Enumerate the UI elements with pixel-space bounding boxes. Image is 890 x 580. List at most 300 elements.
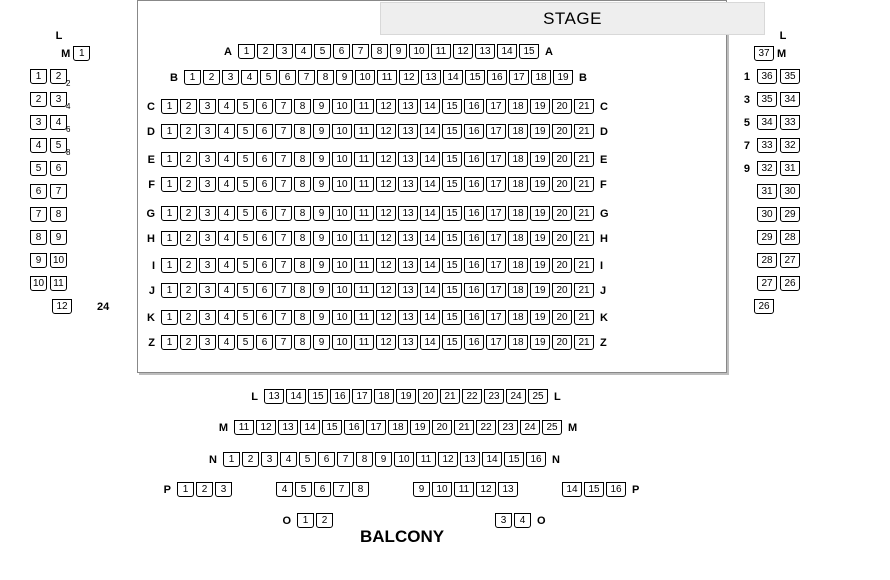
- seat-D-18[interactable]: 18: [508, 124, 528, 139]
- seat-H-1[interactable]: 1: [161, 231, 178, 246]
- seat-B-8[interactable]: 8: [317, 70, 334, 85]
- seat-right-37[interactable]: 37: [754, 46, 774, 61]
- seat-J-12[interactable]: 12: [376, 283, 396, 298]
- seat-right-29[interactable]: 29: [757, 230, 777, 245]
- seat-G-10[interactable]: 10: [332, 206, 352, 221]
- seat-A-1[interactable]: 1: [238, 44, 255, 59]
- seat-H-2[interactable]: 2: [180, 231, 197, 246]
- seat-right-27[interactable]: 27: [757, 276, 777, 291]
- seat-H-19[interactable]: 19: [530, 231, 550, 246]
- seat-I-18[interactable]: 18: [508, 258, 528, 273]
- seat-C-11[interactable]: 11: [354, 99, 374, 114]
- seat-balN-15[interactable]: 15: [504, 452, 524, 467]
- seat-E-3[interactable]: 3: [199, 152, 216, 167]
- seat-balL-25[interactable]: 25: [528, 389, 548, 404]
- seat-D-21[interactable]: 21: [574, 124, 594, 139]
- seat-F-6[interactable]: 6: [256, 177, 273, 192]
- seat-J-1[interactable]: 1: [161, 283, 178, 298]
- seat-K-21[interactable]: 21: [574, 310, 594, 325]
- seat-K-6[interactable]: 6: [256, 310, 273, 325]
- seat-right-32[interactable]: 32: [780, 138, 800, 153]
- seat-balL-21[interactable]: 21: [440, 389, 460, 404]
- seat-K-12[interactable]: 12: [376, 310, 396, 325]
- seat-Z-15[interactable]: 15: [442, 335, 462, 350]
- seat-E-9[interactable]: 9: [313, 152, 330, 167]
- seat-K-19[interactable]: 19: [530, 310, 550, 325]
- seat-G-9[interactable]: 9: [313, 206, 330, 221]
- seat-balM-24[interactable]: 24: [520, 420, 540, 435]
- seat-D-8[interactable]: 8: [294, 124, 311, 139]
- seat-A-13[interactable]: 13: [475, 44, 495, 59]
- seat-balP-12[interactable]: 12: [476, 482, 496, 497]
- seat-balP-16[interactable]: 16: [606, 482, 626, 497]
- seat-Z-10[interactable]: 10: [332, 335, 352, 350]
- seat-left-12[interactable]: 12: [52, 299, 72, 314]
- seat-G-19[interactable]: 19: [530, 206, 550, 221]
- seat-right-28[interactable]: 28: [780, 230, 800, 245]
- seat-E-18[interactable]: 18: [508, 152, 528, 167]
- seat-E-7[interactable]: 7: [275, 152, 292, 167]
- seat-K-14[interactable]: 14: [420, 310, 440, 325]
- seat-balM-18[interactable]: 18: [388, 420, 408, 435]
- seat-F-1[interactable]: 1: [161, 177, 178, 192]
- seat-I-16[interactable]: 16: [464, 258, 484, 273]
- seat-Z-20[interactable]: 20: [552, 335, 572, 350]
- seat-D-4[interactable]: 4: [218, 124, 235, 139]
- seat-K-2[interactable]: 2: [180, 310, 197, 325]
- seat-F-19[interactable]: 19: [530, 177, 550, 192]
- seat-D-19[interactable]: 19: [530, 124, 550, 139]
- seat-right-31[interactable]: 31: [757, 184, 777, 199]
- seat-C-12[interactable]: 12: [376, 99, 396, 114]
- seat-H-5[interactable]: 5: [237, 231, 254, 246]
- seat-H-17[interactable]: 17: [486, 231, 506, 246]
- seat-F-7[interactable]: 7: [275, 177, 292, 192]
- seat-balP-10[interactable]: 10: [432, 482, 452, 497]
- seat-F-10[interactable]: 10: [332, 177, 352, 192]
- seat-J-4[interactable]: 4: [218, 283, 235, 298]
- seat-C-1[interactable]: 1: [161, 99, 178, 114]
- seat-Z-18[interactable]: 18: [508, 335, 528, 350]
- seat-B-14[interactable]: 14: [443, 70, 463, 85]
- seat-Z-2[interactable]: 2: [180, 335, 197, 350]
- seat-D-15[interactable]: 15: [442, 124, 462, 139]
- seat-balL-15[interactable]: 15: [308, 389, 328, 404]
- seat-balP-14[interactable]: 14: [562, 482, 582, 497]
- seat-B-9[interactable]: 9: [336, 70, 353, 85]
- seat-left-1[interactable]: 1: [30, 69, 47, 84]
- seat-G-21[interactable]: 21: [574, 206, 594, 221]
- seat-A-10[interactable]: 10: [409, 44, 429, 59]
- seat-C-15[interactable]: 15: [442, 99, 462, 114]
- seat-right-27[interactable]: 27: [780, 253, 800, 268]
- seat-G-12[interactable]: 12: [376, 206, 396, 221]
- seat-D-10[interactable]: 10: [332, 124, 352, 139]
- seat-K-9[interactable]: 9: [313, 310, 330, 325]
- seat-I-7[interactable]: 7: [275, 258, 292, 273]
- seat-E-19[interactable]: 19: [530, 152, 550, 167]
- seat-Z-17[interactable]: 17: [486, 335, 506, 350]
- seat-E-20[interactable]: 20: [552, 152, 572, 167]
- seat-left-4[interactable]: 4: [50, 115, 67, 130]
- seat-I-15[interactable]: 15: [442, 258, 462, 273]
- seat-G-16[interactable]: 16: [464, 206, 484, 221]
- seat-C-2[interactable]: 2: [180, 99, 197, 114]
- seat-B-17[interactable]: 17: [509, 70, 529, 85]
- seat-left-11[interactable]: 11: [50, 276, 67, 291]
- seat-D-1[interactable]: 1: [161, 124, 178, 139]
- seat-C-7[interactable]: 7: [275, 99, 292, 114]
- seat-C-3[interactable]: 3: [199, 99, 216, 114]
- seat-G-5[interactable]: 5: [237, 206, 254, 221]
- seat-Z-12[interactable]: 12: [376, 335, 396, 350]
- seat-D-11[interactable]: 11: [354, 124, 374, 139]
- seat-left-6[interactable]: 6: [30, 184, 47, 199]
- seat-G-6[interactable]: 6: [256, 206, 273, 221]
- seat-C-4[interactable]: 4: [218, 99, 235, 114]
- seat-B-11[interactable]: 11: [377, 70, 397, 85]
- seat-balL-22[interactable]: 22: [462, 389, 482, 404]
- seat-balN-11[interactable]: 11: [416, 452, 436, 467]
- seat-balL-19[interactable]: 19: [396, 389, 416, 404]
- seat-D-17[interactable]: 17: [486, 124, 506, 139]
- seat-balP-6[interactable]: 6: [314, 482, 331, 497]
- seat-balL-23[interactable]: 23: [484, 389, 504, 404]
- seat-B-3[interactable]: 3: [222, 70, 239, 85]
- seat-H-14[interactable]: 14: [420, 231, 440, 246]
- seat-C-10[interactable]: 10: [332, 99, 352, 114]
- seat-K-7[interactable]: 7: [275, 310, 292, 325]
- seat-G-18[interactable]: 18: [508, 206, 528, 221]
- seat-E-17[interactable]: 17: [486, 152, 506, 167]
- seat-K-8[interactable]: 8: [294, 310, 311, 325]
- seat-C-9[interactable]: 9: [313, 99, 330, 114]
- seat-left-4[interactable]: 4: [30, 138, 47, 153]
- seat-H-8[interactable]: 8: [294, 231, 311, 246]
- seat-C-17[interactable]: 17: [486, 99, 506, 114]
- seat-left-10[interactable]: 10: [30, 276, 47, 291]
- seat-E-6[interactable]: 6: [256, 152, 273, 167]
- seat-L-1[interactable]: 1: [73, 46, 90, 61]
- seat-F-20[interactable]: 20: [552, 177, 572, 192]
- seat-C-5[interactable]: 5: [237, 99, 254, 114]
- seat-balN-7[interactable]: 7: [337, 452, 354, 467]
- seat-B-4[interactable]: 4: [241, 70, 258, 85]
- seat-B-1[interactable]: 1: [184, 70, 201, 85]
- seat-E-10[interactable]: 10: [332, 152, 352, 167]
- seat-I-20[interactable]: 20: [552, 258, 572, 273]
- seat-J-2[interactable]: 2: [180, 283, 197, 298]
- seat-Z-1[interactable]: 1: [161, 335, 178, 350]
- seat-D-6[interactable]: 6: [256, 124, 273, 139]
- seat-J-14[interactable]: 14: [420, 283, 440, 298]
- seat-J-11[interactable]: 11: [354, 283, 374, 298]
- seat-J-21[interactable]: 21: [574, 283, 594, 298]
- seat-I-3[interactable]: 3: [199, 258, 216, 273]
- seat-Z-13[interactable]: 13: [398, 335, 418, 350]
- seat-Z-9[interactable]: 9: [313, 335, 330, 350]
- seat-A-14[interactable]: 14: [497, 44, 517, 59]
- seat-F-14[interactable]: 14: [420, 177, 440, 192]
- seat-right-35[interactable]: 35: [757, 92, 777, 107]
- seat-H-4[interactable]: 4: [218, 231, 235, 246]
- seat-F-8[interactable]: 8: [294, 177, 311, 192]
- seat-right-31[interactable]: 31: [780, 161, 800, 176]
- seat-balO-2[interactable]: 2: [316, 513, 333, 528]
- seat-E-21[interactable]: 21: [574, 152, 594, 167]
- seat-K-17[interactable]: 17: [486, 310, 506, 325]
- seat-D-5[interactable]: 5: [237, 124, 254, 139]
- seat-H-16[interactable]: 16: [464, 231, 484, 246]
- seat-E-12[interactable]: 12: [376, 152, 396, 167]
- seat-left-8[interactable]: 8: [30, 230, 47, 245]
- seat-Z-7[interactable]: 7: [275, 335, 292, 350]
- seat-G-17[interactable]: 17: [486, 206, 506, 221]
- seat-J-6[interactable]: 6: [256, 283, 273, 298]
- seat-K-3[interactable]: 3: [199, 310, 216, 325]
- seat-Z-16[interactable]: 16: [464, 335, 484, 350]
- seat-J-8[interactable]: 8: [294, 283, 311, 298]
- seat-balL-16[interactable]: 16: [330, 389, 350, 404]
- seat-J-5[interactable]: 5: [237, 283, 254, 298]
- seat-D-3[interactable]: 3: [199, 124, 216, 139]
- seat-I-2[interactable]: 2: [180, 258, 197, 273]
- seat-A-8[interactable]: 8: [371, 44, 388, 59]
- seat-right-33[interactable]: 33: [757, 138, 777, 153]
- seat-balN-3[interactable]: 3: [261, 452, 278, 467]
- seat-balP-9[interactable]: 9: [413, 482, 430, 497]
- seat-balP-11[interactable]: 11: [454, 482, 474, 497]
- seat-balN-16[interactable]: 16: [526, 452, 546, 467]
- seat-balN-13[interactable]: 13: [460, 452, 480, 467]
- seat-balM-19[interactable]: 19: [410, 420, 430, 435]
- seat-balN-12[interactable]: 12: [438, 452, 458, 467]
- seat-balL-17[interactable]: 17: [352, 389, 372, 404]
- seat-balP-7[interactable]: 7: [333, 482, 350, 497]
- seat-H-10[interactable]: 10: [332, 231, 352, 246]
- seat-A-4[interactable]: 4: [295, 44, 312, 59]
- seat-right-26[interactable]: 26: [780, 276, 800, 291]
- seat-C-18[interactable]: 18: [508, 99, 528, 114]
- seat-F-12[interactable]: 12: [376, 177, 396, 192]
- seat-J-3[interactable]: 3: [199, 283, 216, 298]
- seat-balN-5[interactable]: 5: [299, 452, 316, 467]
- seat-balM-11[interactable]: 11: [234, 420, 254, 435]
- seat-A-2[interactable]: 2: [257, 44, 274, 59]
- seat-G-3[interactable]: 3: [199, 206, 216, 221]
- seat-E-5[interactable]: 5: [237, 152, 254, 167]
- seat-E-15[interactable]: 15: [442, 152, 462, 167]
- seat-Z-4[interactable]: 4: [218, 335, 235, 350]
- seat-balM-12[interactable]: 12: [256, 420, 276, 435]
- seat-balP-5[interactable]: 5: [295, 482, 312, 497]
- seat-D-2[interactable]: 2: [180, 124, 197, 139]
- seat-E-14[interactable]: 14: [420, 152, 440, 167]
- seat-A-5[interactable]: 5: [314, 44, 331, 59]
- seat-G-15[interactable]: 15: [442, 206, 462, 221]
- seat-K-13[interactable]: 13: [398, 310, 418, 325]
- seat-balL-20[interactable]: 20: [418, 389, 438, 404]
- seat-right-34[interactable]: 34: [757, 115, 777, 130]
- seat-left-5[interactable]: 5: [50, 138, 67, 153]
- seat-balM-17[interactable]: 17: [366, 420, 386, 435]
- seat-balP-4[interactable]: 4: [276, 482, 293, 497]
- seat-balN-2[interactable]: 2: [242, 452, 259, 467]
- seat-left-9[interactable]: 9: [30, 253, 47, 268]
- seat-C-6[interactable]: 6: [256, 99, 273, 114]
- seat-right-28[interactable]: 28: [757, 253, 777, 268]
- seat-balO-3[interactable]: 3: [495, 513, 512, 528]
- seat-balP-8[interactable]: 8: [352, 482, 369, 497]
- seat-C-14[interactable]: 14: [420, 99, 440, 114]
- seat-right-29[interactable]: 29: [780, 207, 800, 222]
- seat-right-32[interactable]: 32: [757, 161, 777, 176]
- seat-I-1[interactable]: 1: [161, 258, 178, 273]
- seat-balM-14[interactable]: 14: [300, 420, 320, 435]
- seat-balN-1[interactable]: 1: [223, 452, 240, 467]
- seat-balL-14[interactable]: 14: [286, 389, 306, 404]
- seat-left-3[interactable]: 3: [50, 92, 67, 107]
- seat-left-9[interactable]: 9: [50, 230, 67, 245]
- seat-B-6[interactable]: 6: [279, 70, 296, 85]
- seat-balN-9[interactable]: 9: [375, 452, 392, 467]
- seat-balM-23[interactable]: 23: [498, 420, 518, 435]
- seat-right-30[interactable]: 30: [780, 184, 800, 199]
- seat-F-4[interactable]: 4: [218, 177, 235, 192]
- seat-E-13[interactable]: 13: [398, 152, 418, 167]
- seat-D-20[interactable]: 20: [552, 124, 572, 139]
- seat-E-4[interactable]: 4: [218, 152, 235, 167]
- seat-J-18[interactable]: 18: [508, 283, 528, 298]
- seat-J-19[interactable]: 19: [530, 283, 550, 298]
- seat-F-3[interactable]: 3: [199, 177, 216, 192]
- seat-A-15[interactable]: 15: [519, 44, 539, 59]
- seat-I-14[interactable]: 14: [420, 258, 440, 273]
- seat-K-5[interactable]: 5: [237, 310, 254, 325]
- seat-balM-15[interactable]: 15: [322, 420, 342, 435]
- seat-right-30[interactable]: 30: [757, 207, 777, 222]
- seat-C-20[interactable]: 20: [552, 99, 572, 114]
- seat-K-15[interactable]: 15: [442, 310, 462, 325]
- seat-H-20[interactable]: 20: [552, 231, 572, 246]
- seat-J-20[interactable]: 20: [552, 283, 572, 298]
- seat-F-16[interactable]: 16: [464, 177, 484, 192]
- seat-balO-4[interactable]: 4: [514, 513, 531, 528]
- seat-F-21[interactable]: 21: [574, 177, 594, 192]
- seat-balN-10[interactable]: 10: [394, 452, 414, 467]
- seat-right-36[interactable]: 36: [757, 69, 777, 84]
- seat-F-13[interactable]: 13: [398, 177, 418, 192]
- seat-I-19[interactable]: 19: [530, 258, 550, 273]
- seat-G-11[interactable]: 11: [354, 206, 374, 221]
- seat-C-8[interactable]: 8: [294, 99, 311, 114]
- seat-Z-5[interactable]: 5: [237, 335, 254, 350]
- seat-K-1[interactable]: 1: [161, 310, 178, 325]
- seat-left-5[interactable]: 5: [30, 161, 47, 176]
- seat-K-10[interactable]: 10: [332, 310, 352, 325]
- seat-H-6[interactable]: 6: [256, 231, 273, 246]
- seat-H-11[interactable]: 11: [354, 231, 374, 246]
- seat-G-4[interactable]: 4: [218, 206, 235, 221]
- seat-left-2[interactable]: 2: [30, 92, 47, 107]
- seat-I-21[interactable]: 21: [574, 258, 594, 273]
- seat-I-10[interactable]: 10: [332, 258, 352, 273]
- seat-left-8[interactable]: 8: [50, 207, 67, 222]
- seat-balP-13[interactable]: 13: [498, 482, 518, 497]
- seat-I-5[interactable]: 5: [237, 258, 254, 273]
- seat-A-3[interactable]: 3: [276, 44, 293, 59]
- seat-G-7[interactable]: 7: [275, 206, 292, 221]
- seat-B-12[interactable]: 12: [399, 70, 419, 85]
- seat-J-17[interactable]: 17: [486, 283, 506, 298]
- seat-E-1[interactable]: 1: [161, 152, 178, 167]
- seat-Z-11[interactable]: 11: [354, 335, 374, 350]
- seat-balN-8[interactable]: 8: [356, 452, 373, 467]
- seat-K-16[interactable]: 16: [464, 310, 484, 325]
- seat-right-34[interactable]: 34: [780, 92, 800, 107]
- seat-J-15[interactable]: 15: [442, 283, 462, 298]
- seat-balM-13[interactable]: 13: [278, 420, 298, 435]
- seat-D-9[interactable]: 9: [313, 124, 330, 139]
- seat-I-13[interactable]: 13: [398, 258, 418, 273]
- seat-A-11[interactable]: 11: [431, 44, 451, 59]
- seat-balP-1[interactable]: 1: [177, 482, 194, 497]
- seat-I-8[interactable]: 8: [294, 258, 311, 273]
- seat-H-3[interactable]: 3: [199, 231, 216, 246]
- seat-G-8[interactable]: 8: [294, 206, 311, 221]
- seat-K-20[interactable]: 20: [552, 310, 572, 325]
- seat-J-16[interactable]: 16: [464, 283, 484, 298]
- seat-F-9[interactable]: 9: [313, 177, 330, 192]
- seat-H-12[interactable]: 12: [376, 231, 396, 246]
- seat-Z-19[interactable]: 19: [530, 335, 550, 350]
- seat-G-2[interactable]: 2: [180, 206, 197, 221]
- seat-balM-16[interactable]: 16: [344, 420, 364, 435]
- seat-D-16[interactable]: 16: [464, 124, 484, 139]
- seat-Z-21[interactable]: 21: [574, 335, 594, 350]
- seat-B-16[interactable]: 16: [487, 70, 507, 85]
- seat-J-13[interactable]: 13: [398, 283, 418, 298]
- seat-left-3[interactable]: 3: [30, 115, 47, 130]
- seat-F-11[interactable]: 11: [354, 177, 374, 192]
- seat-J-10[interactable]: 10: [332, 283, 352, 298]
- seat-H-15[interactable]: 15: [442, 231, 462, 246]
- seat-G-20[interactable]: 20: [552, 206, 572, 221]
- seat-balM-22[interactable]: 22: [476, 420, 496, 435]
- seat-balN-4[interactable]: 4: [280, 452, 297, 467]
- seat-B-19[interactable]: 19: [553, 70, 573, 85]
- seat-J-9[interactable]: 9: [313, 283, 330, 298]
- seat-C-13[interactable]: 13: [398, 99, 418, 114]
- seat-H-18[interactable]: 18: [508, 231, 528, 246]
- seat-B-13[interactable]: 13: [421, 70, 441, 85]
- seat-K-4[interactable]: 4: [218, 310, 235, 325]
- seat-D-13[interactable]: 13: [398, 124, 418, 139]
- seat-K-11[interactable]: 11: [354, 310, 374, 325]
- seat-balM-21[interactable]: 21: [454, 420, 474, 435]
- seat-F-15[interactable]: 15: [442, 177, 462, 192]
- seat-right-33[interactable]: 33: [780, 115, 800, 130]
- seat-A-6[interactable]: 6: [333, 44, 350, 59]
- seat-balO-1[interactable]: 1: [297, 513, 314, 528]
- seat-balL-18[interactable]: 18: [374, 389, 394, 404]
- seat-B-18[interactable]: 18: [531, 70, 551, 85]
- seat-C-19[interactable]: 19: [530, 99, 550, 114]
- seat-D-7[interactable]: 7: [275, 124, 292, 139]
- seat-I-9[interactable]: 9: [313, 258, 330, 273]
- seat-G-13[interactable]: 13: [398, 206, 418, 221]
- seat-I-12[interactable]: 12: [376, 258, 396, 273]
